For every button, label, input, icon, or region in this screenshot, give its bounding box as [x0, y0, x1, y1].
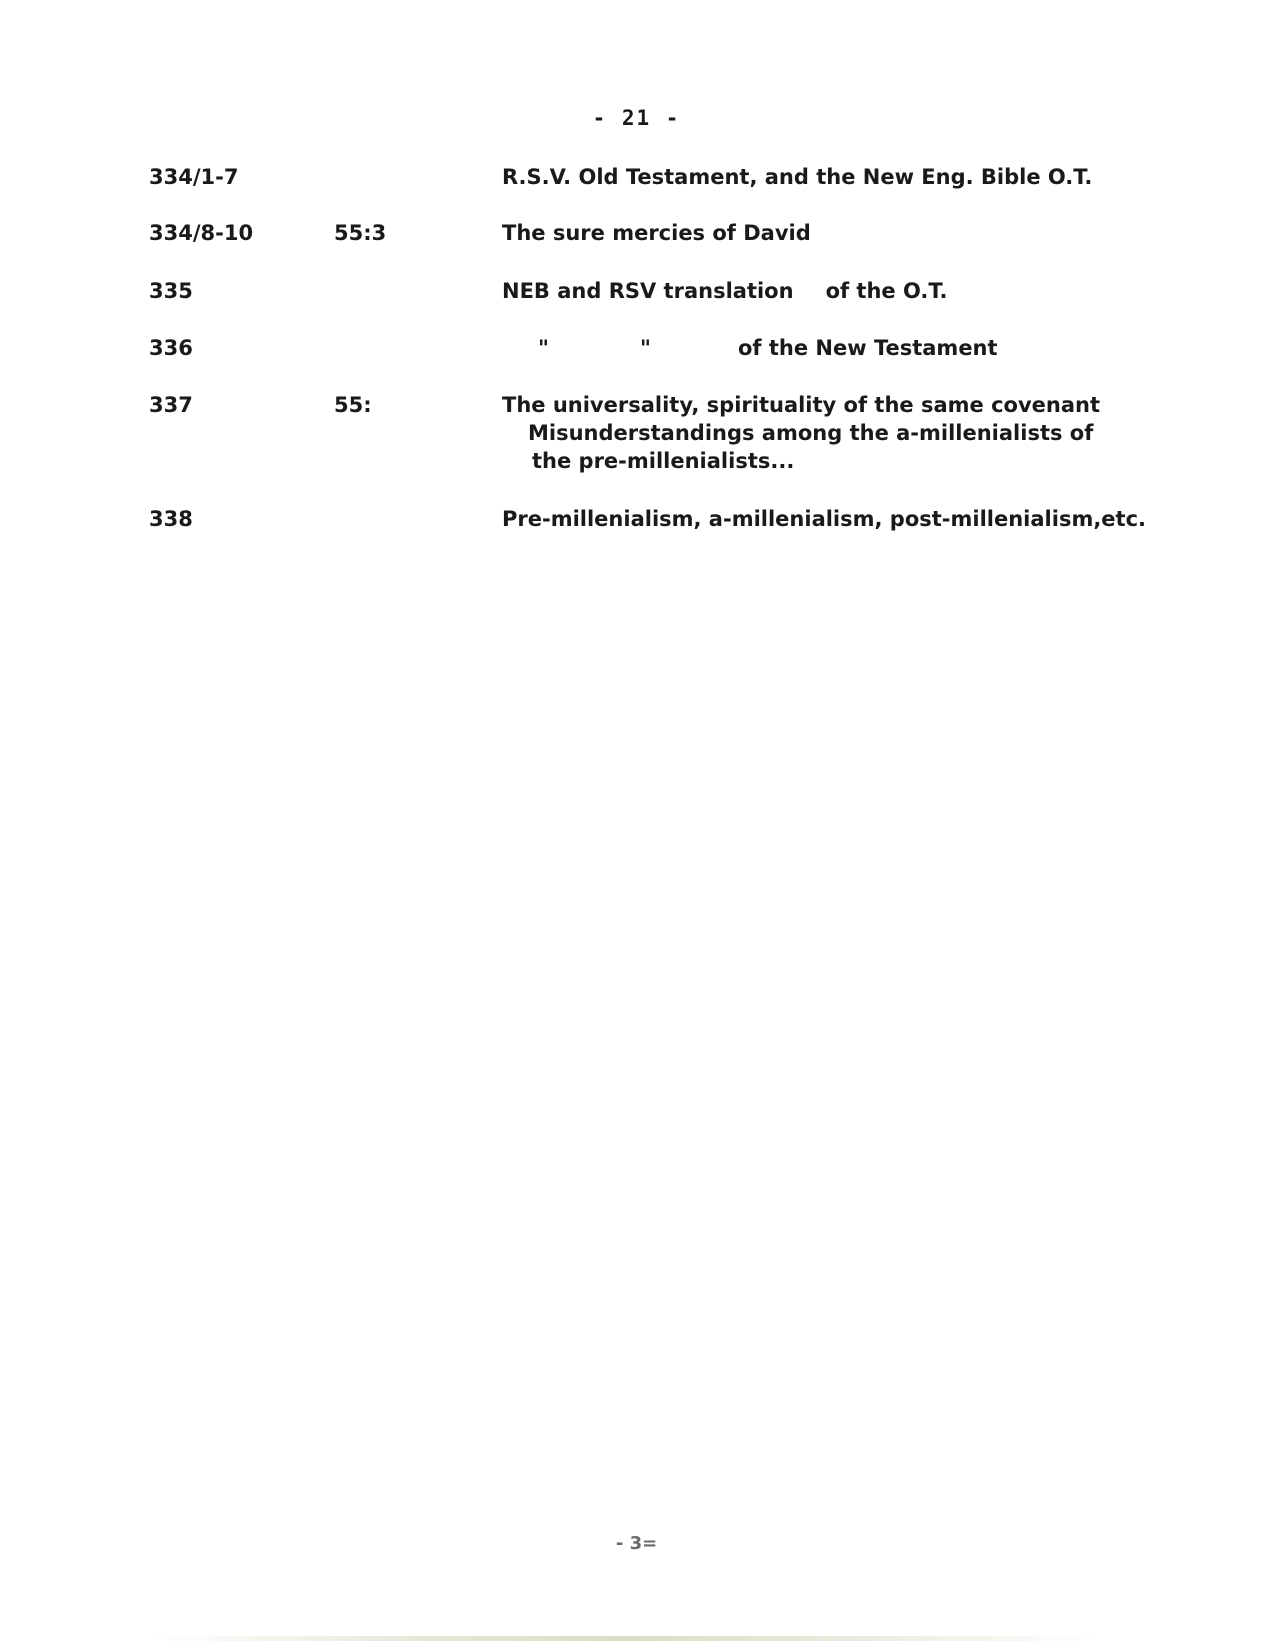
entry-description-part: NEB and RSV translation [502, 279, 794, 303]
entry-description-line: R.S.V. Old Testament, and the New Eng. Bible O.T. [502, 165, 1093, 189]
footer-mark: - 3= [615, 1533, 658, 1554]
entry-description-line: of the New Testament [738, 336, 998, 360]
entry-verse: 55:3 [334, 221, 387, 245]
ditto-mark: " [640, 336, 651, 360]
ditto-mark: " [538, 336, 549, 360]
scan-edge-artifact [150, 1636, 1100, 1641]
entry-description [502, 277, 947, 305]
entry-reference: 335 [149, 279, 193, 303]
entry-reference: 336 [149, 336, 193, 360]
entry-reference: 338 [149, 507, 193, 531]
entry-reference: 334/1-7 [149, 165, 239, 189]
entry-description-line: The universality, spirituality of the same covenant [502, 393, 1100, 417]
entry-reference: 337 [149, 393, 193, 417]
page-number: - 21 - [592, 106, 681, 130]
entry-description-line: the pre-millenialists... [532, 449, 795, 473]
entry-description [502, 163, 1092, 191]
entry-verse: 55: [334, 393, 372, 417]
entry-description-part: of the O.T. [825, 279, 948, 303]
entry-reference: 334/8-10 [149, 221, 254, 245]
entry-description [502, 505, 1146, 533]
entry-description-line: Misunderstandings among the a-millenialists of [528, 421, 1094, 445]
entry-description-line: Pre-millenialism, a-millenialism, post-millenialism,etc. [502, 507, 1147, 531]
entry-description-line: The sure mercies of David [502, 221, 811, 245]
entry-description [502, 219, 811, 247]
entry-description [502, 391, 1100, 475]
